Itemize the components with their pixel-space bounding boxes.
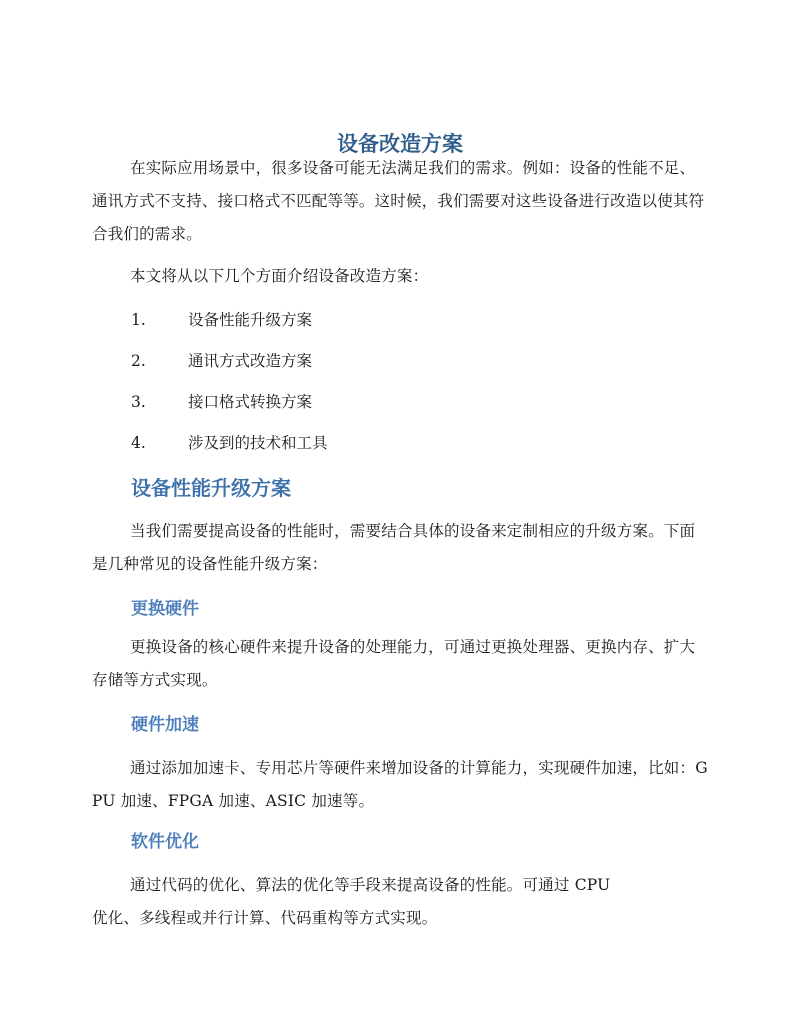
toc-text: 设备性能升级方案 (188, 311, 313, 329)
toc-text: 涉及到的技术和工具 (188, 434, 328, 452)
intro-line-2: 通讯方式不支持、接口格式不匹配等等。这时候，我们需要对这些设备进行改造以使其符 (92, 192, 705, 210)
toc-number: 2. (131, 352, 146, 370)
intro-line-3: 合我们的需求。 (92, 225, 202, 243)
hardware-acceleration-paragraph (92, 752, 712, 818)
subsection-heading-hardware-acceleration: 硬件加速 (131, 715, 199, 735)
toc-item (131, 349, 312, 371)
subsection-heading-hardware-replacement: 更换硬件 (131, 599, 199, 619)
paragraph-line-1: 通过添加加速卡、专用芯片等硬件来增加设备的计算能力，实现硬件加速，比如：G (130, 759, 708, 777)
toc-item (131, 431, 328, 453)
section-intro-line-2: 是几种常见的设备性能升级方案： (92, 555, 328, 573)
intro-paragraph (92, 152, 712, 251)
paragraph-line-2: 优化、多线程或并行计算、代码重构等方式实现。 (92, 909, 438, 927)
section-heading: 设备性能升级方案 (131, 476, 291, 500)
toc-item (131, 390, 312, 412)
section-intro-paragraph (92, 515, 712, 581)
toc-number: 3. (131, 393, 146, 411)
toc-text: 接口格式转换方案 (188, 393, 313, 411)
toc-text: 通讯方式改造方案 (188, 352, 313, 370)
overview-paragraph: 本文将从以下几个方面介绍设备改造方案： (130, 267, 429, 285)
software-optimization-paragraph (92, 869, 712, 935)
toc-number: 4. (131, 434, 146, 452)
paragraph-line-1: 更换设备的核心硬件来提升设备的处理能力，可通过更换处理器、更换内存、扩大 (130, 638, 696, 656)
intro-line-1: 在实际应用场景中，很多设备可能无法满足我们的需求。例如：设备的性能不足、 (130, 159, 696, 177)
paragraph-line-2: PU 加速、FPGA 加速、ASIC 加速等。 (92, 792, 375, 810)
toc-number: 1. (131, 311, 146, 329)
hardware-replacement-paragraph (92, 631, 712, 697)
toc-item (131, 308, 312, 330)
paragraph-line-1: 通过代码的优化、算法的优化等手段来提高设备的性能。可通过 CPU (130, 876, 611, 894)
paragraph-line-2: 存储等方式实现。 (92, 671, 218, 689)
subsection-heading-software-optimization: 软件优化 (131, 832, 199, 852)
section-intro-line-1: 当我们需要提高设备的性能时，需要结合具体的设备来定制相应的升级方案。下面 (130, 522, 696, 540)
document-title: 设备改造方案 (337, 132, 463, 156)
